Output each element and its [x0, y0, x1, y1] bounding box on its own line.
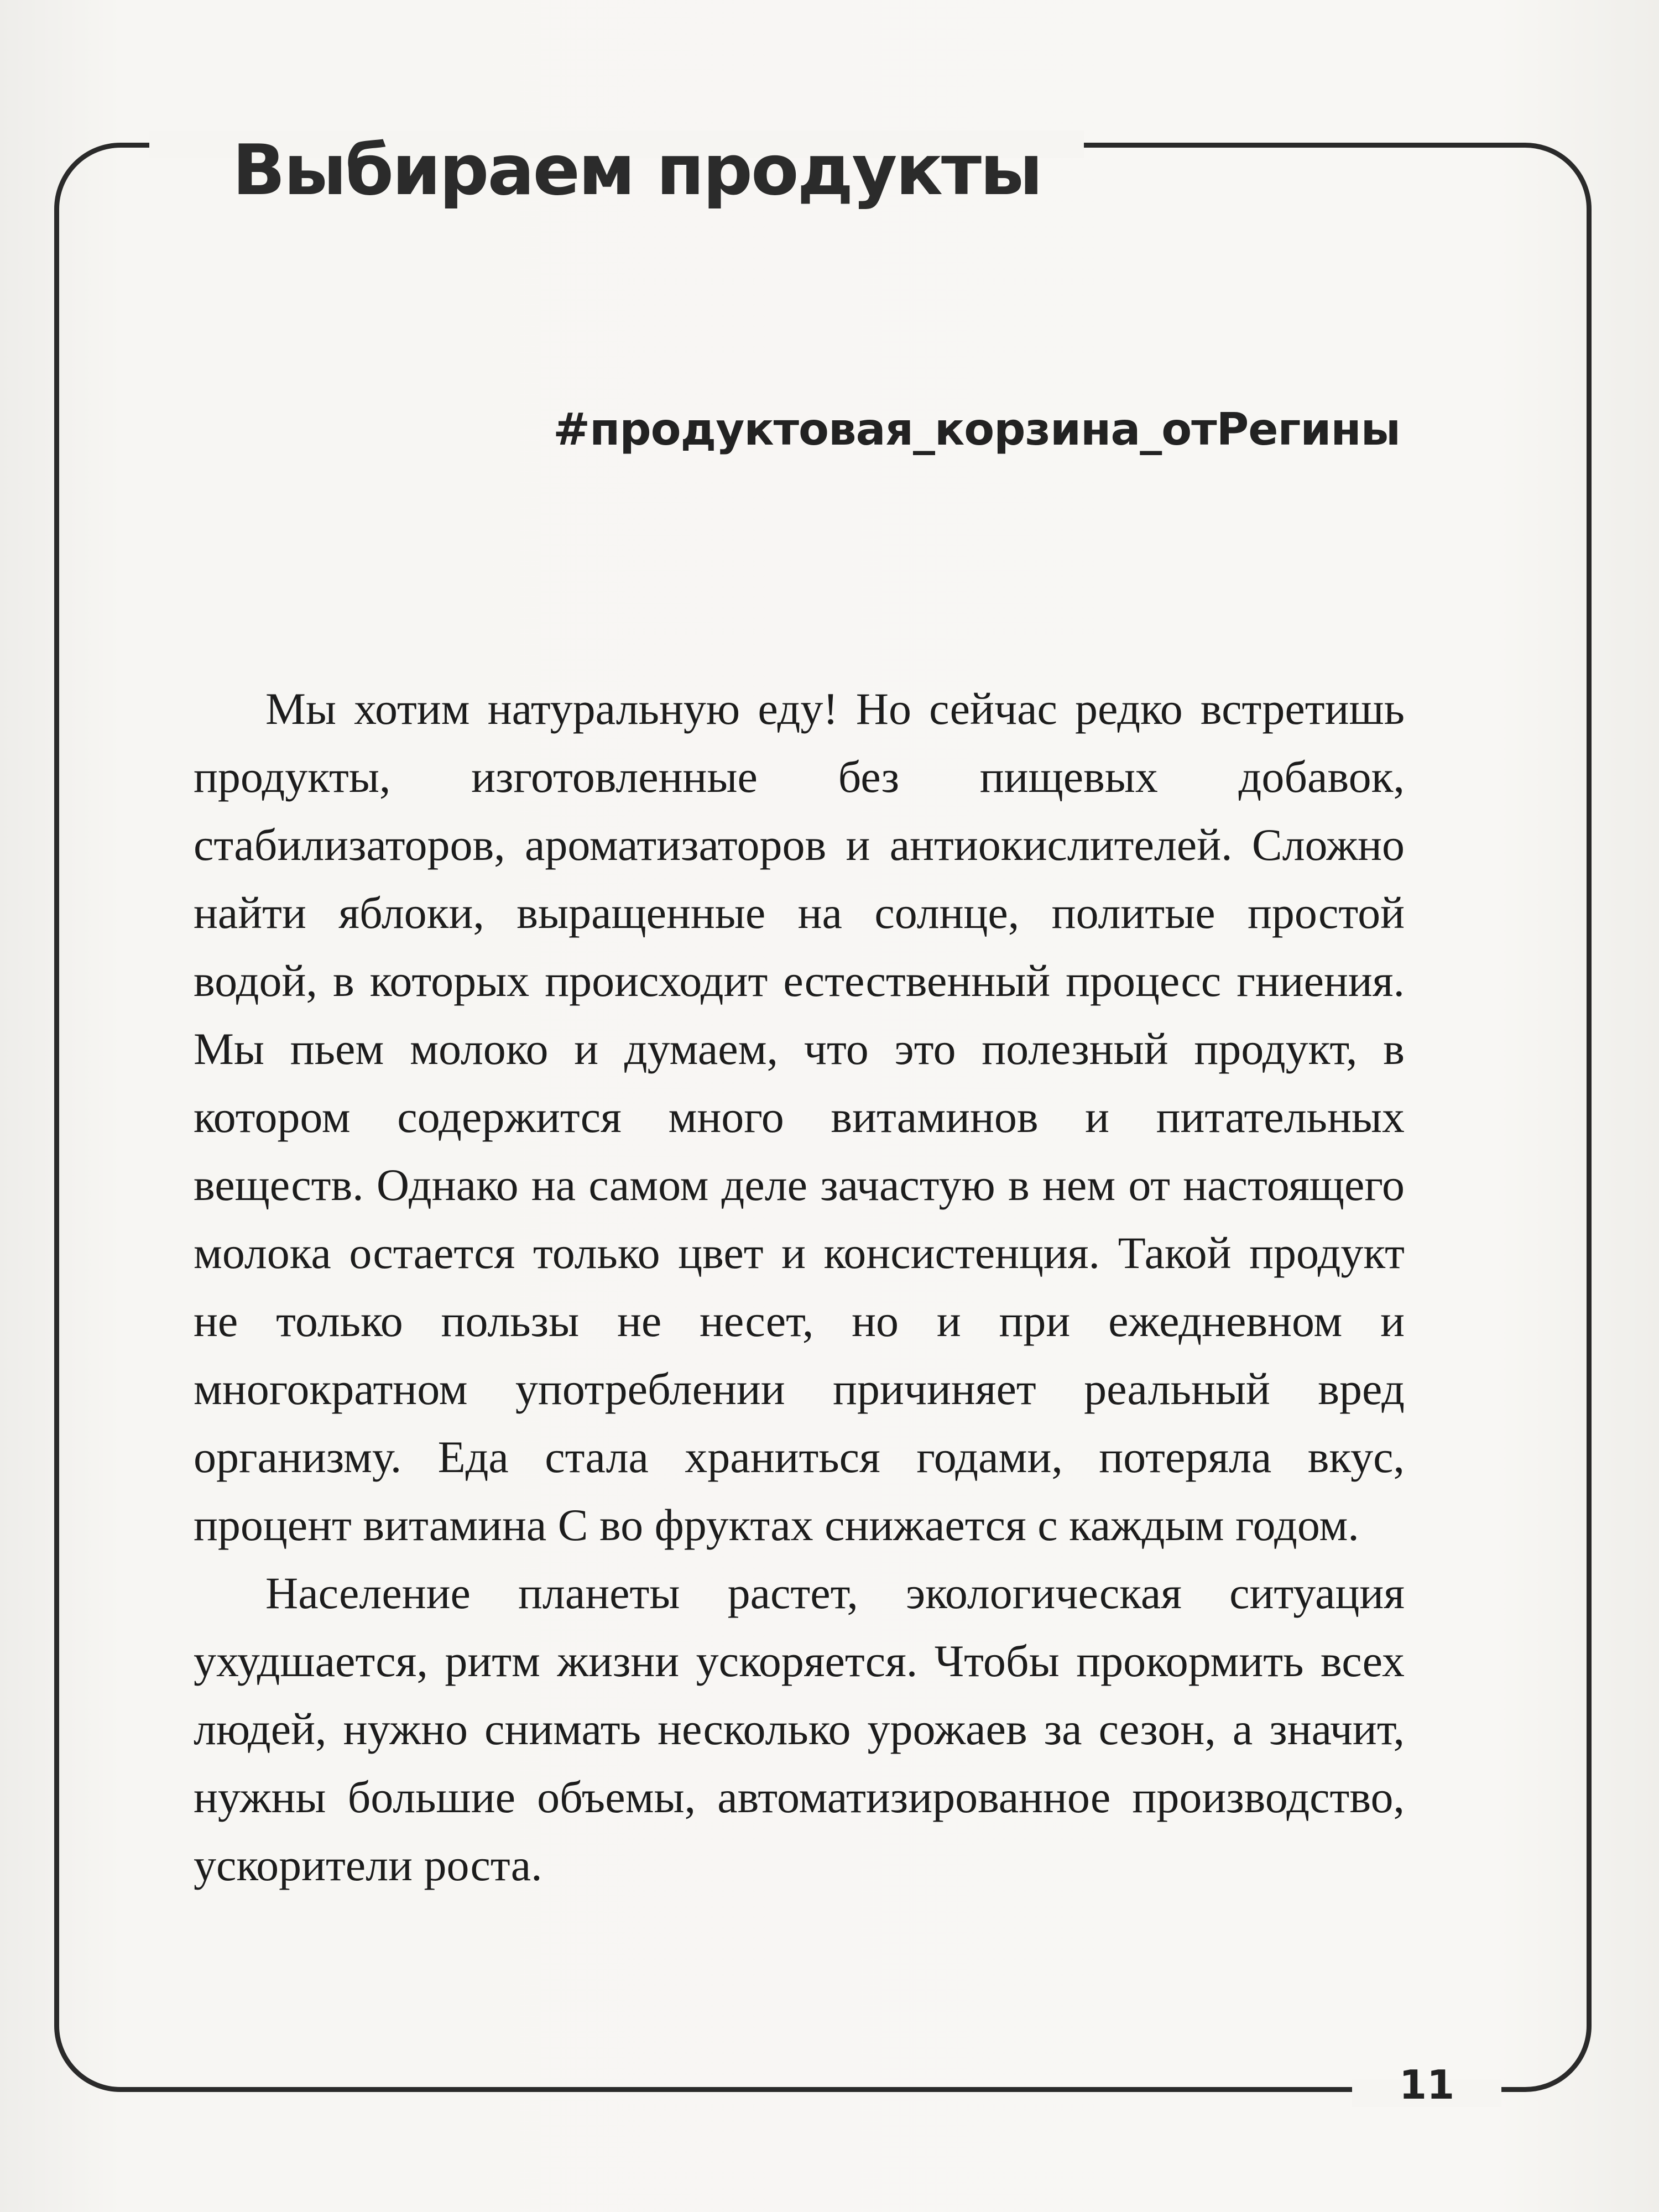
page-title: Выбираем продукты	[232, 129, 1041, 211]
hashtag: #продуктовая_корзина_отРегины	[553, 404, 1400, 455]
paragraph-2: Население планеты растет, экологическая ситуация ухудшается, ритм жизни ускоряется. Чтобы прокормить всех людей, нужно снимать несколько урожаев за сезон, а значит, нужны большие объемы, автоматизированное производство, ускорители роста.	[194, 1568, 1405, 1890]
page-number: 11	[1399, 2062, 1455, 2108]
body-text	[194, 675, 1405, 1899]
paragraph-1: Мы хотим натуральную еду! Но сейчас редко встретишь продукты, изготовленные без пищевых добавок, стабилизаторов, ароматизаторов и антиокислителей. Сложно найти яблоки, выращенные на солнце, политые простой водой, в которых происходит естественный процесс гниения. Мы пьем молоко и думаем, что это полезный продукт, в котором содержится много витаминов и питательных веществ. Однако на самом деле зачастую в нем от настоящего молока остается только цвет и консистенция. Такой продукт не только пользы не несет, но и при ежедневном и многократном употреблении причиняет реальный вред организму. Еда стала храниться годами, потеряла вкус, процент витамина С во фруктах снижается с каждым годом.	[194, 684, 1405, 1550]
